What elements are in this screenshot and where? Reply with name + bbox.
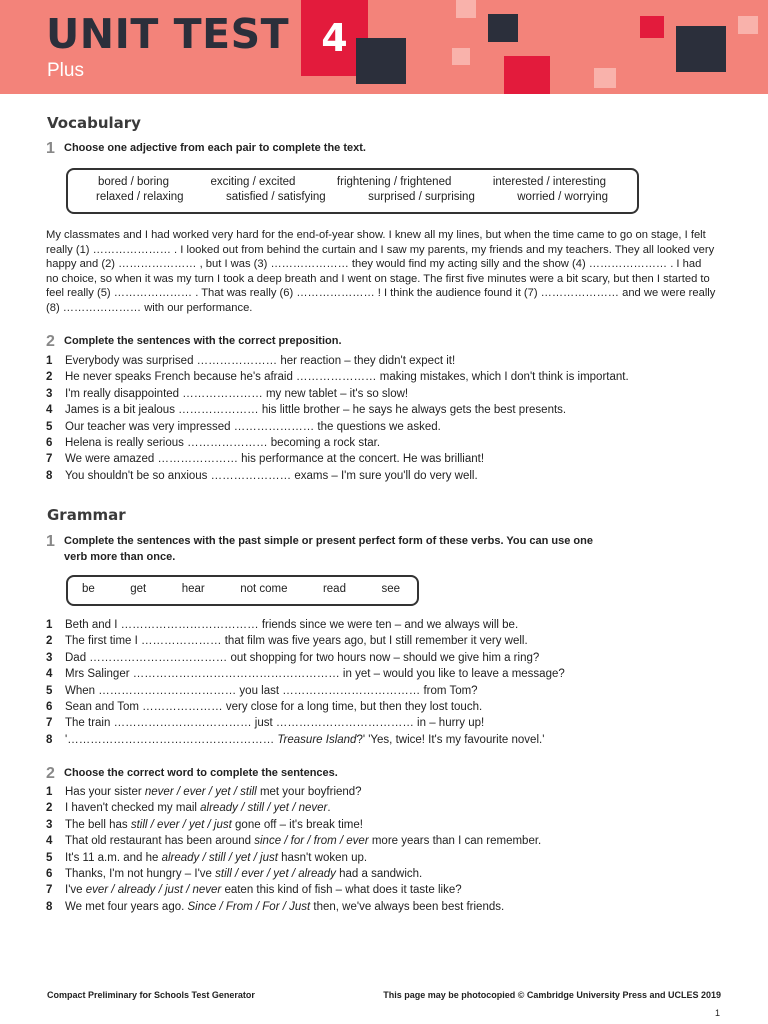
- exercise-number: 1: [46, 140, 55, 157]
- list-item: 8 We met four years ago. Since / From / For / Just then, we've always been best friends.: [46, 900, 505, 913]
- list-item: 6 Sean and Tom ………………… very close for a long time, but then they lost touch.: [46, 700, 483, 713]
- grammar-ex1-instruction: 1 Complete the sentences with the past simple or present perfect form of these verbs. You can use one: [46, 533, 593, 550]
- unit-test-subtitle: Plus: [47, 60, 84, 81]
- list-item: 3 The bell has still / ever / yet / just gone off – it's break time!: [46, 818, 363, 831]
- decor-square: [488, 14, 518, 42]
- grammar-word-row: [82, 583, 400, 595]
- unit-test-title: UNIT TEST: [46, 10, 290, 58]
- verb-option: see: [381, 583, 400, 595]
- verb-option: not come: [240, 583, 288, 595]
- header-banner: [0, 0, 768, 94]
- vocab-ex2-instruction: 2 Complete the sentences with the correct preposition.: [46, 333, 342, 350]
- vocab-ex1-instruction: 1 Choose one adjective from each pair to complete the text.: [46, 140, 366, 157]
- verb-option: get: [130, 583, 147, 595]
- word-pair: worried / worrying: [517, 191, 608, 203]
- list-item: 2 He never speaks French because he's afraid ………………… making mistakes, which I don't think is important.: [46, 371, 629, 384]
- footer-publication: Compact Preliminary for Schools Test Generator: [47, 990, 255, 1000]
- word-options: never / ever / yet / still: [144, 786, 257, 798]
- word-options: still / ever / yet / just: [130, 818, 232, 831]
- verb-option: hear: [181, 583, 205, 595]
- grammar-ex1-instruction-cont: verb more than once.: [64, 551, 176, 563]
- word-options: already / still / yet / just: [161, 851, 278, 864]
- decor-square: [452, 48, 470, 65]
- unit-number: 4: [321, 16, 348, 60]
- page-number: 1: [714, 1008, 720, 1018]
- list-item: 6 Thanks, I'm not hungry – I've still / ever / yet / already had a sandwich.: [46, 867, 423, 880]
- list-item: 7 We were amazed ………………… his performance at the concert. He was brilliant!: [46, 453, 485, 466]
- vocab-word-row-1: [98, 176, 606, 188]
- word-pair: surprised / surprising: [368, 191, 475, 203]
- list-item: 5 When ……………………………… you last ……………………………… from Tom?: [46, 684, 478, 697]
- word-options: Since / From / For / Just: [187, 900, 311, 913]
- word-pair: relaxed / relaxing: [96, 191, 184, 203]
- list-item: 6 Helena is really serious ………………… becoming a rock star.: [46, 436, 381, 449]
- list-item: 1 Beth and I ……………………………… friends since we were ten – and we always will be.: [46, 619, 519, 631]
- decor-square: [504, 56, 550, 94]
- grammar-ex2-list: [46, 784, 726, 915]
- decor-square: [456, 0, 476, 18]
- word-pair: bored / boring: [98, 176, 169, 188]
- vocab-word-row-2: [96, 191, 608, 203]
- grammar-ex2-instruction: 2 Choose the correct word to complete the sentences.: [46, 765, 338, 782]
- exercise-number: 2: [46, 765, 55, 782]
- exercise-number: 1: [46, 533, 55, 550]
- decor-square: [640, 16, 664, 38]
- decor-square: [356, 38, 406, 84]
- word-options: since / for / from / ever: [254, 835, 369, 848]
- exercise-number: 2: [46, 333, 55, 350]
- list-item: 8 '……………………………………………… Treasure Island?' 'Yes, twice! It's my favourite novel.': [46, 733, 545, 746]
- list-item: 2 The first time I ………………… that film was five years ago, but I still remember it very well.: [46, 635, 528, 648]
- word-pair: satisfied / satisfying: [225, 191, 326, 203]
- list-item: 2 I haven't checked my mail already / still / yet / never.: [46, 802, 331, 815]
- list-item: 7 I've ever / already / just / never eaten this kind of fish – what does it taste like?: [46, 884, 462, 897]
- vocab-gap-text: My classmates and I had worked very hard for the end-of-year show. I knew all my lines, but when the time came to go on stage, I felt really (1) ………………… . I looked out from behind the curtain and I saw my parents, my friends and my teachers. They all looked very happy and (2) ………………… , but I was (3) ………………… they would find my acting silly and the show (4) ………………… . I had no choice, so when it was my turn I took a deep breath and I went on stage. The first five minutes were a bit scary, but then I started to feel really (5) ………………… . That was really (6) ………………… ! I think the audience found it (7) ………………… and we were really (8) ………………… with our performance.: [46, 229, 716, 314]
- word-pair: exciting / excited: [210, 176, 296, 188]
- list-item: 5 It's 11 a.m. and he already / still / yet / just hasn't woken up.: [46, 851, 368, 864]
- list-item: 4 That old restaurant has been around since / for / from / ever more years than I can remember.: [46, 835, 542, 848]
- list-item: 8 You shouldn't be so anxious ………………… exams – I'm sure you'll do very well.: [46, 469, 478, 482]
- decor-square: [738, 16, 758, 34]
- word-options: already / still / yet / never: [200, 802, 328, 815]
- vocab-ex2-list: [46, 353, 726, 484]
- word-pair: interested / interesting: [492, 176, 606, 188]
- word-pair: frightening / frightened: [336, 176, 452, 188]
- word-options: ever / already / just / never: [85, 884, 222, 897]
- decor-square: [594, 68, 616, 88]
- list-item: 3 I'm really disappointed ………………… my new tablet – it's so slow!: [46, 387, 409, 400]
- word-options: still / ever / yet / already: [215, 867, 336, 880]
- verb-option: be: [82, 583, 95, 595]
- list-item: 3 Dad ……………………………… out shopping for two hours now – should we give him a ring?: [46, 651, 540, 664]
- list-item: 1 Has your sister never / ever / yet / still met your boyfriend?: [46, 786, 362, 798]
- footer-copyright: This page may be photocopied © Cambridge University Press and UCLES 2019: [383, 990, 721, 1000]
- list-item: 5 Our teacher was very impressed ………………… the questions we asked.: [46, 420, 441, 433]
- verb-option: read: [322, 583, 346, 595]
- list-item: 7 The train ……………………………… just ……………………………… in – hurry up!: [46, 717, 485, 730]
- grammar-heading: Grammar: [47, 506, 126, 524]
- list-item: 1 Everybody was surprised ………………… her reaction – they didn't expect it!: [46, 355, 456, 367]
- list-item: 4 James is a bit jealous ………………… his little brother – he says he always gets the best presents.: [46, 404, 567, 417]
- list-item: 4 Mrs Salinger ……………………………………………… in yet – would you like to leave a message?: [46, 668, 565, 681]
- decor-square: [676, 26, 726, 72]
- grammar-ex1-list: [46, 617, 726, 748]
- vocabulary-heading: Vocabulary: [47, 114, 141, 132]
